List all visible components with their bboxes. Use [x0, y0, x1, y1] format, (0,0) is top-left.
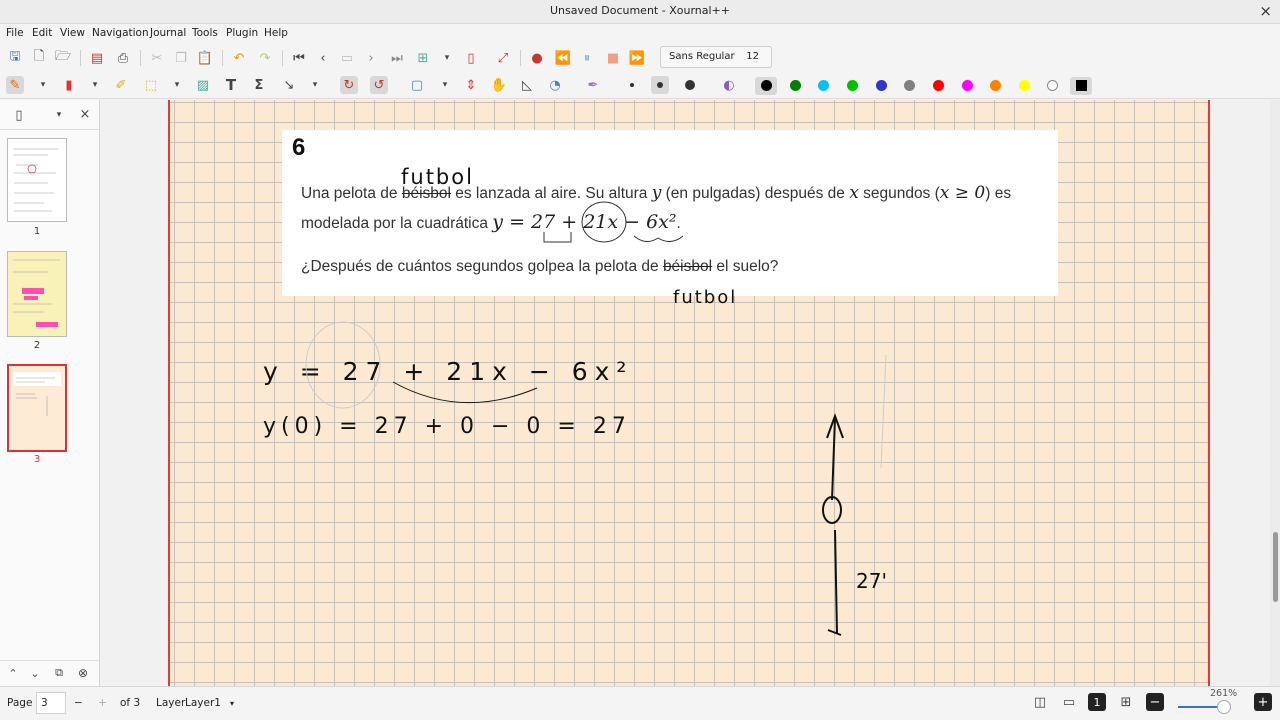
export-pdf-icon[interactable]: ▤	[90, 50, 104, 66]
chevron-down-icon[interactable]: ▾	[230, 699, 235, 708]
handwritten-equation-2: y(0) = 27 + 0 − 0 = 27	[263, 414, 631, 439]
equation-annotation-marks	[544, 202, 683, 242]
page-1-preview	[8, 139, 66, 221]
redo-icon[interactable]: ↷	[259, 50, 271, 66]
handwriting-layer	[101, 100, 1270, 686]
main-toolbar	[0, 44, 1280, 72]
page-thumbnail-2[interactable]	[7, 251, 67, 337]
setsquare-icon[interactable]: ◺	[522, 77, 532, 93]
presentation-icon[interactable]: ▭	[1062, 694, 1076, 710]
scrollbar-thumb[interactable]	[1273, 532, 1278, 602]
move-page-up-icon[interactable]: ⌃	[8, 666, 18, 680]
select-region-icon[interactable]: ⬚	[144, 77, 158, 93]
text-fragment: .	[676, 215, 681, 232]
page-count: of 3	[120, 697, 141, 709]
print-icon[interactable]: ⎙	[117, 50, 129, 66]
ruler-magnet-icon[interactable]: ↺	[370, 76, 388, 94]
color-orange[interactable]	[990, 80, 1001, 91]
fast-forward-icon[interactable]: ⏩	[628, 50, 646, 66]
color-gray[interactable]	[904, 80, 915, 91]
zoom-level: 261%	[1210, 688, 1238, 699]
chevron-down-icon[interactable]: ▾	[174, 80, 180, 90]
move-page-down-icon[interactable]: ⌄	[30, 666, 40, 680]
color-blue[interactable]	[876, 80, 887, 91]
select-object-icon[interactable]: ↘	[283, 77, 295, 93]
vertical-scrollbar[interactable]	[1270, 100, 1280, 686]
rectangle-icon[interactable]: ▢	[410, 77, 424, 93]
highlighter-icon[interactable]: ✐	[115, 77, 127, 93]
vertical-space-icon[interactable]: ⇕	[465, 77, 477, 93]
open-folder-icon[interactable]: 🗁	[54, 49, 72, 64]
rewind-icon[interactable]: ⏪	[554, 50, 572, 66]
handwritten-note-bottom: futbol	[673, 287, 738, 308]
text-fragment: es lanzada al aire. Su altura	[450, 185, 652, 202]
page-number-input[interactable]: 3	[36, 692, 66, 714]
page-thumbnail-3[interactable]	[7, 364, 67, 452]
sidebar-close-button[interactable]: ×	[79, 106, 91, 122]
thick-line-icon[interactable]	[685, 80, 695, 90]
thin-line-icon[interactable]	[630, 83, 634, 87]
math-equation: y = 27 + 21x − 6x²	[492, 211, 677, 233]
next-page-icon[interactable]: ›	[368, 50, 374, 66]
problem-number: 6	[292, 134, 306, 161]
page-thumbnail-label-3: 3	[33, 454, 41, 465]
text-fragment: modelada por la cuadrática	[301, 215, 493, 232]
chevron-down-icon[interactable]: ▾	[92, 80, 98, 90]
undo-icon[interactable]: ↶	[233, 50, 245, 66]
duplicate-page-icon[interactable]: ⧉	[55, 666, 63, 679]
chevron-down-icon[interactable]: ▾	[442, 80, 448, 90]
zoom-fit-icon[interactable]: ⊞	[1120, 694, 1132, 710]
faint-guide-line	[881, 355, 886, 468]
menu-bar	[0, 24, 1280, 44]
zoom-slider-handle[interactable]	[1217, 700, 1231, 714]
handwritten-equation-1: y = 27 + 21x − 6x²	[263, 357, 634, 386]
image-icon[interactable]: ▨	[196, 77, 210, 93]
fullscreen-icon[interactable]: ⤢	[497, 50, 509, 66]
menu-navigation[interactable]: Navigation	[92, 27, 149, 39]
new-document-icon[interactable]: 🗋	[33, 49, 45, 64]
page-3-preview	[9, 366, 67, 450]
save-icon[interactable]: 🖫	[9, 49, 21, 64]
struck-word: béisbol	[401, 185, 451, 202]
latex-icon[interactable]: Σ	[254, 77, 264, 93]
window-title: Unsaved Document - Xournal++	[550, 4, 730, 17]
eraser-icon[interactable]: ▮	[65, 77, 73, 93]
chevron-down-icon[interactable]: ▾	[40, 80, 46, 90]
text-fragment: ) es	[985, 185, 1012, 202]
color-green[interactable]	[790, 80, 801, 91]
height-diagram	[823, 416, 843, 635]
text-fragment: ¿Después de cuántos segundos golpea la pelota de	[301, 258, 663, 275]
text-fragment: Una pelota de	[301, 185, 402, 202]
chevron-down-icon[interactable]: ▾	[444, 53, 450, 63]
paste-icon[interactable]: 📋	[196, 50, 214, 66]
zoom-100-icon[interactable]: 1	[1088, 693, 1106, 711]
color-light-green[interactable]	[847, 80, 858, 91]
page-thumbnail-1[interactable]	[7, 138, 67, 222]
zoom-out-icon[interactable]: −	[1146, 693, 1164, 711]
page-increment-button[interactable]: +	[98, 697, 107, 709]
color-magenta[interactable]	[962, 80, 973, 91]
font-size: 12	[746, 51, 759, 62]
math-condition: x ≥ 0	[939, 183, 986, 203]
menu-view[interactable]: View	[60, 27, 85, 39]
font-name: Sans Regular	[669, 51, 735, 62]
font-selector[interactable]	[660, 46, 772, 68]
color-light-blue[interactable]	[818, 80, 829, 91]
height-label: 27'	[856, 569, 887, 593]
pause-icon[interactable]: ⏸	[583, 50, 591, 66]
goto-page-icon[interactable]: ▭	[340, 50, 354, 66]
color-yellow[interactable]	[1019, 80, 1030, 91]
record-icon[interactable]: ●	[531, 50, 543, 66]
sidebar-page-icon[interactable]: ▯	[15, 107, 23, 123]
menu-file[interactable]: File	[6, 27, 24, 39]
delete-page-sidebar-icon[interactable]: ⊗	[77, 666, 89, 680]
custom-color-button[interactable]	[1076, 80, 1087, 91]
layer-selector[interactable]: Layer1	[185, 697, 221, 709]
menu-plugin[interactable]: Plugin	[226, 27, 259, 39]
menu-journal[interactable]: Journal	[150, 27, 187, 39]
color-black[interactable]	[761, 80, 772, 91]
title-bar	[0, 0, 1280, 24]
text-fragment: el suelo?	[712, 258, 779, 275]
pen-icon[interactable]: ✎	[6, 76, 24, 94]
math-var-y: y	[651, 183, 662, 203]
menu-tools[interactable]: Tools	[192, 27, 218, 39]
page-thumbnail-label-1: 1	[33, 226, 41, 237]
page-2-preview	[8, 252, 66, 336]
text-tool-icon[interactable]: T	[225, 76, 237, 94]
fill-icon[interactable]: ◐	[723, 77, 735, 93]
compass-icon[interactable]: ◔	[549, 77, 561, 93]
layer-label: Layer	[156, 697, 186, 709]
add-page-icon[interactable]: ⊞	[417, 50, 429, 66]
menu-help[interactable]: Help	[264, 27, 288, 39]
tools-toolbar	[0, 71, 1280, 99]
text-fragment: segundos (	[858, 185, 940, 202]
copy-icon[interactable]: ❐	[175, 50, 187, 66]
sidebar-header	[0, 100, 99, 130]
sidebar-footer	[0, 660, 100, 686]
handwritten-note-top: futbol	[401, 165, 474, 189]
page-thumbnail-label-2: 2	[33, 340, 41, 351]
chevron-down-icon[interactable]: ▾	[312, 80, 318, 90]
math-var-x: x	[849, 183, 859, 203]
struck-word: béisbol	[662, 258, 713, 275]
pen-settings-icon[interactable]: ✒	[587, 77, 599, 93]
hand-icon[interactable]: ✋	[490, 77, 508, 93]
document-canvas[interactable]	[101, 100, 1270, 686]
page-preview-sidebar	[0, 100, 100, 686]
shape-recognizer-icon[interactable]: ↻	[340, 76, 358, 94]
stop-icon[interactable]: ■	[606, 50, 620, 66]
pair-pages-icon[interactable]: ◫	[1033, 694, 1047, 710]
page-label: Page	[7, 697, 33, 709]
chevron-down-icon[interactable]: ▾	[56, 110, 62, 120]
color-red[interactable]	[933, 80, 944, 91]
zoom-in-icon[interactable]: +	[1254, 693, 1272, 711]
previous-page-icon[interactable]: ‹	[320, 50, 326, 66]
last-page-icon[interactable]: ⏭	[391, 50, 403, 66]
menu-edit[interactable]: Edit	[32, 27, 53, 39]
color-white[interactable]	[1047, 80, 1058, 91]
medium-line-icon[interactable]	[651, 76, 669, 94]
page-decrement-button[interactable]: −	[74, 697, 83, 709]
first-page-icon[interactable]: ⏮	[293, 50, 305, 66]
delete-page-icon[interactable]: ▯	[467, 50, 475, 66]
status-bar	[0, 686, 1280, 720]
text-fragment: (en pulgadas) después de	[661, 185, 850, 202]
window-close-button[interactable]: ×	[1259, 2, 1272, 20]
cut-icon[interactable]: ✂	[151, 50, 163, 66]
